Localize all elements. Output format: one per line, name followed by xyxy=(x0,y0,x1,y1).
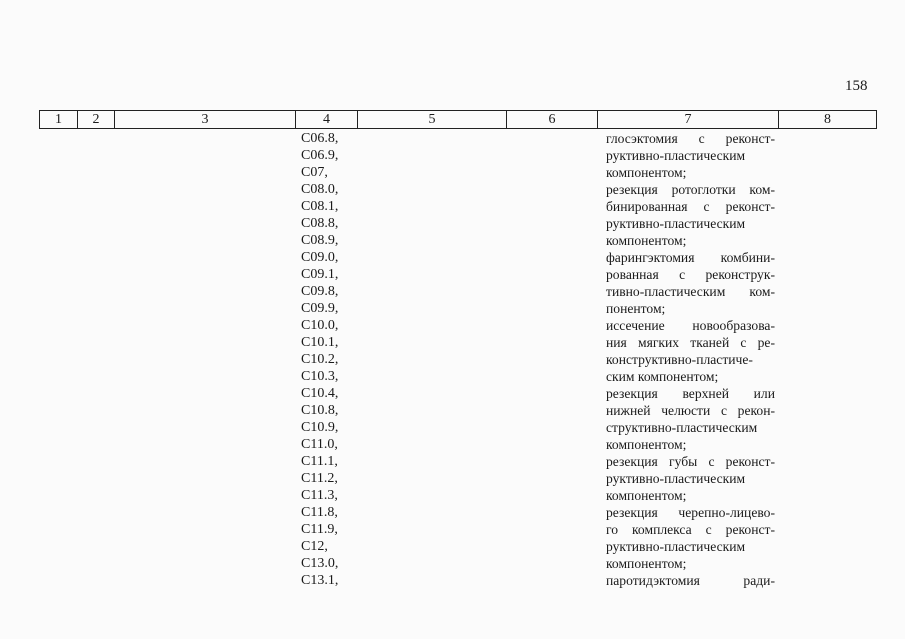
column-header-5: 5 xyxy=(358,111,507,129)
column-header-1: 1 xyxy=(40,111,78,129)
treatment-text-line: ния мягких тканей с ре- xyxy=(606,335,775,350)
treatment-text-line: иссечение новообразова- xyxy=(606,318,775,333)
treatment-text-line: резекция черепно-лицево- xyxy=(606,505,775,520)
diagnosis-code: C12, xyxy=(301,539,328,554)
diagnosis-code: C10.9, xyxy=(301,420,339,435)
diagnosis-code: C08.0, xyxy=(301,182,339,197)
treatment-methods-column xyxy=(606,130,775,589)
column-header-7: 7 xyxy=(598,111,779,129)
diagnosis-code: C10.0, xyxy=(301,318,339,333)
treatment-text-line: паротидэктомия ради- xyxy=(606,573,775,588)
diagnosis-code: C11.8, xyxy=(301,505,338,520)
treatment-text-line: конструктивно-пластиче- xyxy=(606,352,753,367)
page-number: 158 xyxy=(845,78,868,94)
diagnosis-code: C10.4, xyxy=(301,386,339,401)
diagnosis-code: C11.1, xyxy=(301,454,338,469)
treatment-text-line: руктивно-пластическим xyxy=(606,539,746,554)
treatment-text-line: структивно-пластическим xyxy=(606,420,758,435)
diagnosis-code: C10.2, xyxy=(301,352,339,367)
treatment-text-line: резекция верхней или xyxy=(606,386,775,401)
diagnosis-code: C09.8, xyxy=(301,284,339,299)
treatment-text-line: нижней челюсти с рекон- xyxy=(606,403,775,418)
diagnosis-code: C10.8, xyxy=(301,403,339,418)
column-header-6: 6 xyxy=(507,111,598,129)
column-header-2: 2 xyxy=(78,111,115,129)
diagnosis-code: C11.0, xyxy=(301,437,338,452)
treatment-text-line: компонентом; xyxy=(606,233,687,248)
treatment-text-line: компонентом; xyxy=(606,488,687,503)
treatment-text-line: ским компонентом; xyxy=(606,369,719,384)
treatment-text-line: руктивно-пластическим xyxy=(606,148,746,163)
diagnosis-code: C06.8, xyxy=(301,131,339,146)
treatment-text-line: бинированная с реконст- xyxy=(606,199,775,214)
diagnosis-code: C07, xyxy=(301,165,328,180)
treatment-text-line: тивно-пластическим ком- xyxy=(606,284,775,299)
treatment-text-line: компонентом; xyxy=(606,556,687,571)
diagnosis-code: C09.0, xyxy=(301,250,339,265)
treatment-text-line: компонентом; xyxy=(606,437,687,452)
treatment-text-line: рованная с реконструк- xyxy=(606,267,775,282)
treatment-text-line: руктивно-пластическим xyxy=(606,471,746,486)
diagnosis-code: C10.3, xyxy=(301,369,339,384)
table-header-row xyxy=(39,110,877,129)
diagnosis-code: C06.9, xyxy=(301,148,339,163)
diagnosis-code: C11.9, xyxy=(301,522,338,537)
treatment-text-line: фарингэктомия комбини- xyxy=(606,250,775,265)
diagnosis-code: C08.1, xyxy=(301,199,339,214)
diagnosis-codes-column xyxy=(301,130,371,589)
diagnosis-code: C08.9, xyxy=(301,233,339,248)
diagnosis-code: C10.1, xyxy=(301,335,339,350)
diagnosis-code: C11.3, xyxy=(301,488,338,503)
treatment-text-line: резекция губы с реконст- xyxy=(606,454,775,469)
column-header-4: 4 xyxy=(296,111,358,129)
diagnosis-code: C11.2, xyxy=(301,471,338,486)
treatment-text-line: резекция ротоглотки ком- xyxy=(606,182,775,197)
treatment-text-line: руктивно-пластическим xyxy=(606,216,746,231)
diagnosis-code: C08.8, xyxy=(301,216,339,231)
column-header-3: 3 xyxy=(115,111,296,129)
diagnosis-code: C09.1, xyxy=(301,267,339,282)
treatment-text-line: компонентом; xyxy=(606,165,687,180)
treatment-text-line: го комплекса с реконст- xyxy=(606,522,775,537)
treatment-text-line: глосэктомия с реконст- xyxy=(606,131,775,146)
column-header-8: 8 xyxy=(779,111,877,129)
diagnosis-code: C09.9, xyxy=(301,301,339,316)
diagnosis-code: C13.0, xyxy=(301,556,339,571)
diagnosis-code: C13.1, xyxy=(301,573,339,588)
treatment-text-line: понентом; xyxy=(606,301,666,316)
